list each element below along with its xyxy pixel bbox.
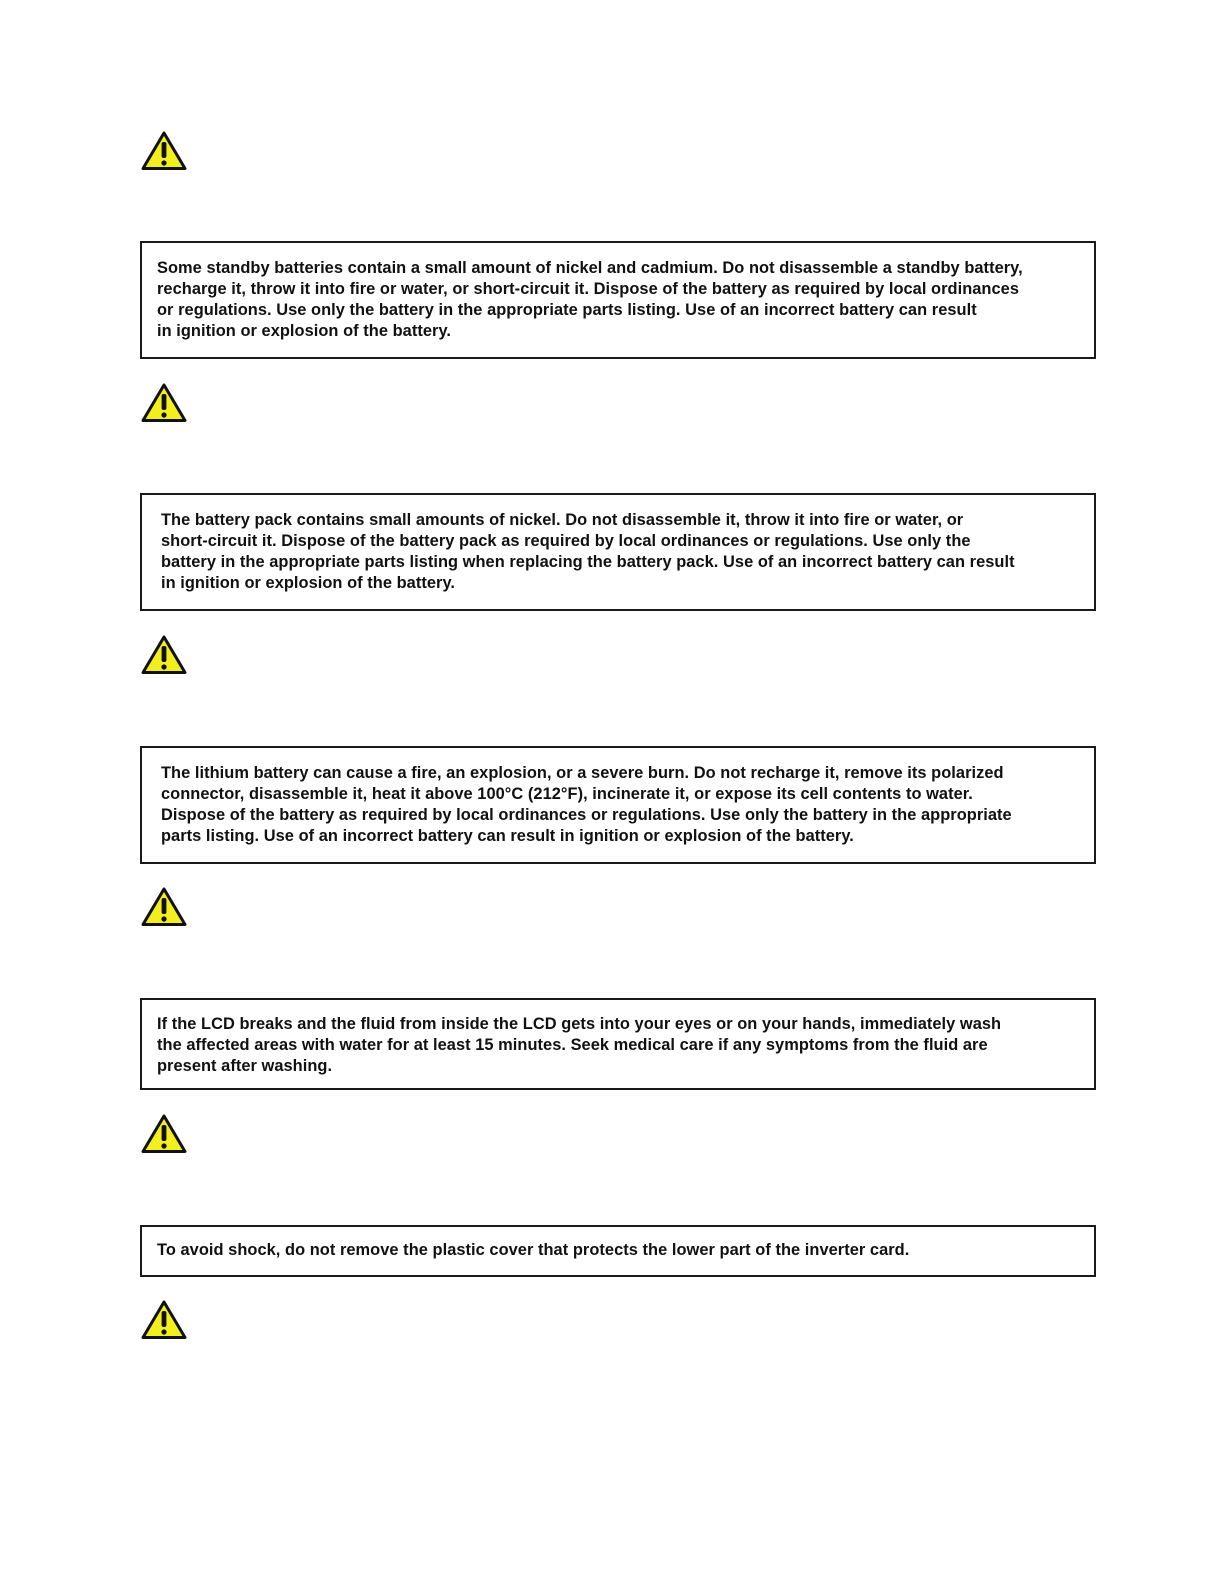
lithium-battery-caution-notice — [140, 746, 1096, 864]
notice-line: parts listing. Use of an incorrect battery can result in ignition or explosion of the battery. — [161, 827, 854, 845]
battery-pack-caution-notice — [140, 493, 1096, 611]
notice-line: recharge it, throw it into fire or water, or short-circuit it. Dispose of the battery as required by local ordinances — [157, 280, 1019, 298]
notice-line: To avoid shock, do not remove the plastic cover that protects the lower part of the inverter card. — [157, 1241, 910, 1259]
notice-line: Some standby batteries contain a small amount of nickel and cadmium. Do not disassemble a standby battery, — [157, 259, 1023, 277]
notice-line: If the LCD breaks and the fluid from inside the LCD gets into your eyes or on your hands, immediately wash — [157, 1015, 1002, 1033]
notice-line: in ignition or explosion of the battery. — [157, 322, 451, 340]
notice-line: short-circuit it. Dispose of the battery pack as required by local ordinances or regulations. Use only the — [161, 532, 971, 550]
notice-line: present after washing. — [157, 1057, 333, 1075]
notice-line: connector, disassemble it, heat it above 100°C (212°F), incinerate it, or expose its cell contents to water. — [161, 785, 973, 803]
notice-line: in ignition or explosion of the battery. — [161, 574, 455, 592]
notice-line: or regulations. Use only the battery in the appropriate parts listing. Use of an incorrect battery can result — [157, 301, 977, 319]
caution-triangle-icon — [141, 382, 187, 423]
notice-line: The lithium battery can cause a fire, an explosion, or a severe burn. Do not recharge it, remove its polarized — [161, 764, 1004, 782]
lcd-fluid-caution-notice — [140, 998, 1096, 1090]
caution-triangle-icon — [141, 1299, 187, 1340]
caution-triangle-icon — [141, 1113, 187, 1154]
notice-line: The battery pack contains small amounts of nickel. Do not disassemble it, throw it into fire or water, or — [161, 511, 964, 529]
notice-line: Dispose of the battery as required by local ordinances or regulations. Use only the battery in the appropriate — [161, 806, 1012, 824]
inverter-shock-caution-notice — [140, 1225, 1096, 1277]
standby-battery-caution-notice — [140, 241, 1096, 359]
caution-triangle-icon — [141, 634, 187, 675]
caution-triangle-icon — [141, 130, 187, 171]
notice-line: the affected areas with water for at least 15 minutes. Seek medical care if any symptoms from the fluid are — [157, 1036, 988, 1054]
caution-triangle-icon — [141, 886, 187, 927]
notice-line: battery in the appropriate parts listing when replacing the battery pack. Use of an incorrect battery can result — [161, 553, 1015, 571]
